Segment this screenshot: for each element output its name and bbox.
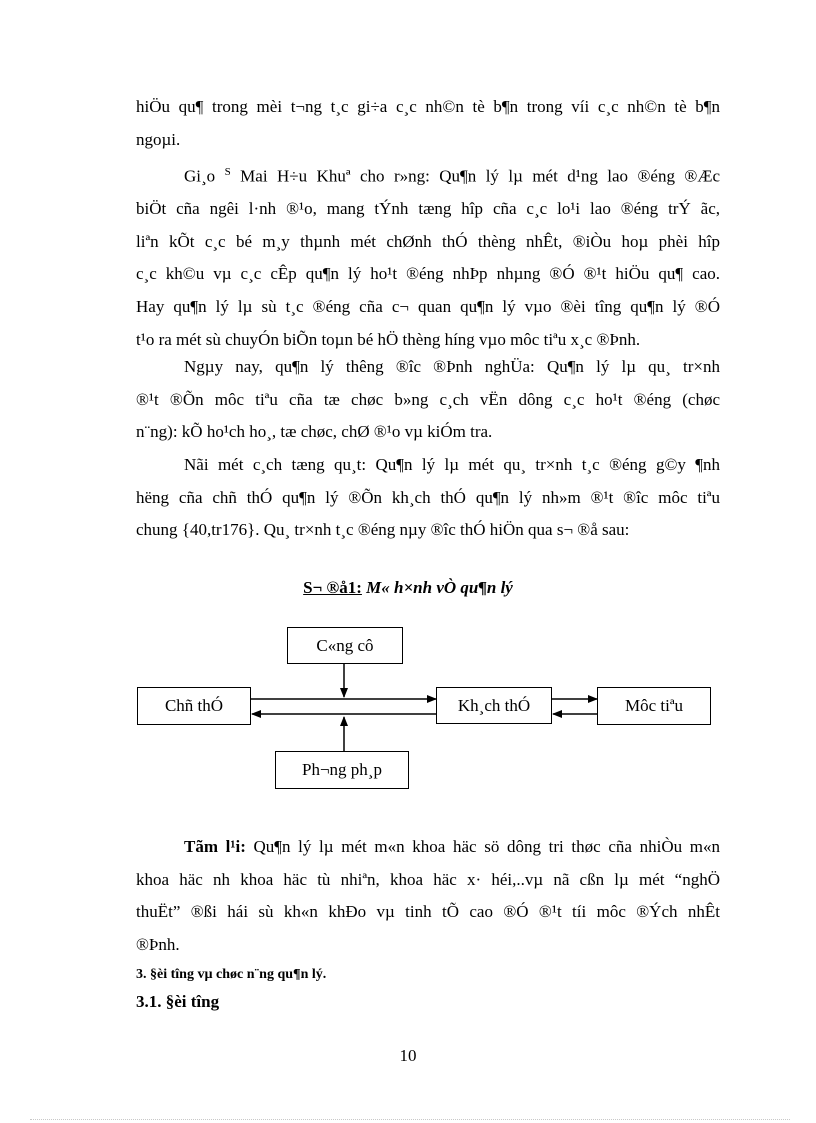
text-line: hëng cña chñ thÓ qu¶n lý ®Õn kh¸ch thÓ qu¶n lý nh»m ®¹t ®îc môc tiªu: [136, 487, 720, 507]
text-line: n¨ng): kÕ ho¹ch ho¸, tæ chøc, chØ ®¹o vµ kiÓm tra.: [136, 422, 493, 442]
box-subject: Chñ thÓ: [137, 687, 251, 725]
caption-label: S¬ ®å1:: [303, 578, 362, 597]
text-line: liªn kÕt c¸c bé m¸y thµnh mét chØnh thÓ thèng nhÊt, ®iÒu hoµ phèi hîp: [136, 231, 720, 251]
text-line: hiÖu qu¶ trong mèi t¬ng t¸c gi÷a c¸c nh©n tè b¶n trong víi c¸c nh©n tè b¶n: [136, 97, 720, 116]
caption-title: M« h×nh vÒ qu¶n lý: [361, 578, 513, 597]
bold-lead: Tãm l¹i:: [184, 837, 246, 856]
text-line: khoa häc nh khoa häc tù nhiªn, khoa häc x· héi,..vµ nã cßn lµ mét “nghÖ: [136, 869, 720, 889]
text-line: t¹o ra mét sù chuyÓn biÕn toµn bé hÖ thèng híng vµo môc tiªu x¸c ®Þnh.: [136, 329, 641, 349]
subsection-heading: 3.1. §èi tîng: [136, 992, 220, 1011]
box-method: Ph¬ng ph¸p: [275, 751, 409, 789]
section-heading: 3. §èi tîng vµ chøc n¨ng qu¶n lý.: [136, 967, 327, 982]
text-line: Hay qu¶n lý lµ sù t¸c ®éng cña c¬ quan qu¶n lý vµo ®èi tîng qu¶n lý ®Ó: [136, 297, 720, 317]
superscript: S: [224, 166, 231, 178]
text-line: Ngµy nay, qu¶n lý thêng ®îc ®Þnh nghÜa: Qu¶n lý lµ qu¸ tr×nh: [184, 357, 720, 376]
text-line: c¸c kh©u vµ c¸c cÊp qu¶n lý ho¹t ®éng nhÞp nhµng ®Ó ®¹t hiÖu qu¶ cao.: [136, 264, 720, 284]
text-line: biÖt cña ngêi l·nh ®¹o, mang tÝnh tæng hîp cña c¸c lo¹i lao ®éng trÝ ãc,: [136, 199, 720, 219]
text-line: ®Þnh.: [136, 934, 180, 954]
text-fragment: Gi¸o: [184, 166, 225, 186]
page-bottom-divider: [30, 1119, 790, 1120]
text-line: chung {40,tr176}. Qu¸ tr×nh t¸c ®éng nµy ®îc thÓ hiÖn qua s¬ ®å sau:: [136, 520, 630, 540]
text-line: ®¹t ®Õn môc tiªu cña tæ chøc b»ng c¸ch vËn dông c¸c ho¹t ®éng (chøc: [136, 389, 720, 409]
box-goal: Môc tiªu: [597, 687, 711, 725]
text-fragment: Qu¶n lý lµ mét m«n khoa häc sö dông tri thøc cña nhiÒu m«n: [245, 837, 720, 856]
paragraph-conclusion: [136, 831, 720, 961]
box-object: Kh¸ch thÓ: [436, 687, 552, 724]
text-line: Nãi mét c¸ch tæng qu¸t: Qu¶n lý lµ mét qu¸ tr×nh t¸c ®éng g©y ¶nh: [184, 455, 720, 474]
text-line: thuËt” ®ßi hái sù kh«n khÐo vµ tinh tÕ cao ®Ó ®¹t tíi môc ®Ých nhÊt: [136, 902, 720, 922]
text-line: ngoµi.: [136, 129, 181, 149]
text-line: [136, 831, 720, 864]
box-tool: C«ng cô: [287, 627, 403, 664]
page-number: 10: [399, 1046, 417, 1065]
text-fragment: Mai H÷u Khuª cho r»ng: Qu¶n lý lµ mét d¹ng lao ®éng ®Æc: [230, 166, 720, 186]
